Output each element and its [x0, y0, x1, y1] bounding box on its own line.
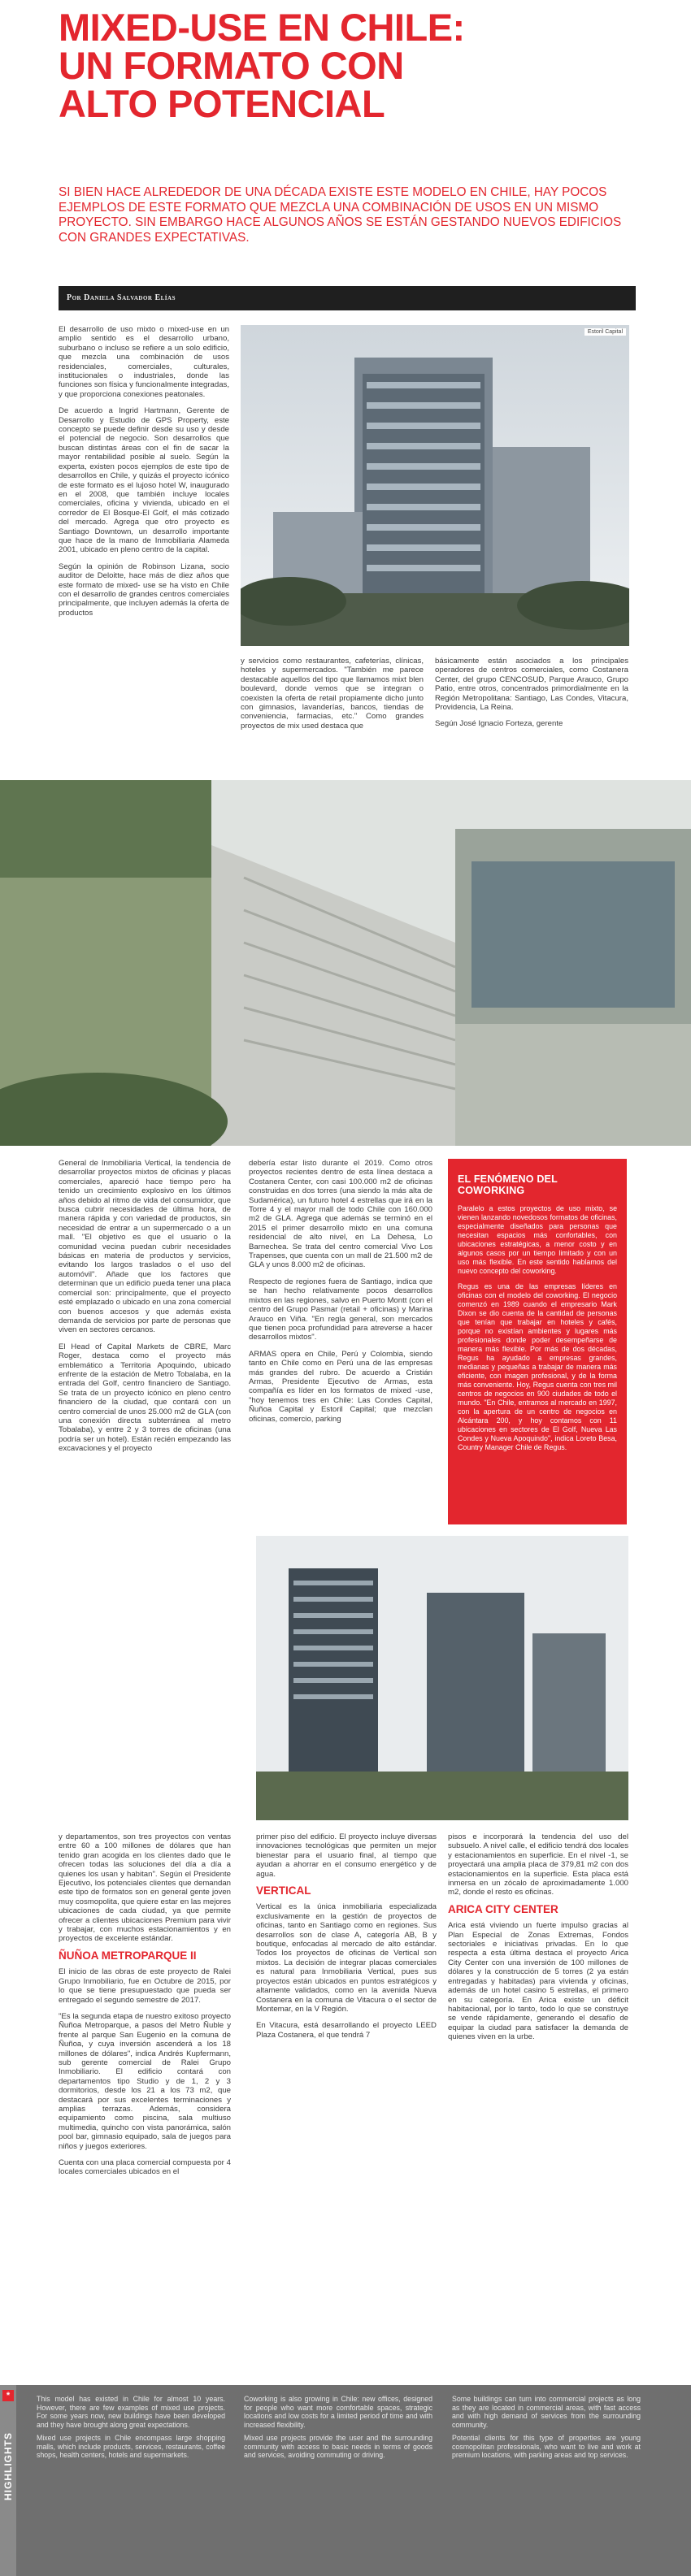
highlights-paragraph: Mixed use projects in Chile encompass large shopping malls, which include products, services, restaurants, coffee shops, health centers, hotels and supermarkets.: [37, 2434, 225, 2459]
paragraph: General de Inmobiliaria Vertical, la tendencia de desarrollar proyectos mixtos de oficinas y placas comerciales, apareció hace tiempo pero ha tenido un crecimiento explosivo en los últimos años debido al ritmo de vida del consumidor, que busca cubrir necesidades de última hora, de manera rápida y con variedad de productos, sin necesidad de entrar a un supermercado o a un mall. "El objetivo es que el usuario o la comunidad vecina puedan cubrir necesidades básicas en materia de productos y servicios, evitando los largos traslados o el uso del automóvil". Añade que los factores que determinan que un edificio pueda tener una placa comercial son: principalmente, que el proyecto esté emplazado o ubicado en una zona comercial con buenos accesos y que además exista demanda de servicios por parte de personas que viven en sectores cercanos.: [59, 1159, 231, 1335]
paragraph: El Head of Capital Markets de CBRE, Marc Roger, destaca como el proyecto más emblemático a Territoria Apoquindo, ubicado enfrente de la estación de Metro Tobalaba, en la entrada del Golf, centro financiero de Santiago. Se trata de un proyecto icónico en pleno centro financiero de la ciudad, que contará con un centro comercial de unos 25.000 m2 de GLA (con una conexión directa subterránea al metro Tobalaba), y entre 2 y 3 torres de oficinas (una podría ser un hotel). Están recién empezando las excavaciones y el proyecto: [59, 1342, 231, 1454]
highlights-column-1: [37, 2395, 225, 2465]
body-column-1: [59, 325, 229, 625]
paragraph: Según la opinión de Robinson Lizana, socio auditor de Deloitte, hace más de diez años que este formato de mixed- use se ha visto en Chile con el desarrollo de grandes centros comerciales principalmente, que incluyen además la oferta de productos: [59, 562, 229, 618]
highlights-paragraph: Mixed use projects provide the user and the surrounding community with access to basic needs in terms of goods and services, avoiding commuting or driving.: [244, 2434, 432, 2459]
asterisk-icon: *: [2, 2390, 14, 2401]
paragraph: Según José Ignacio Forteza, gerente: [435, 719, 563, 729]
section-heading-vertical: VERTICAL: [256, 1884, 311, 1897]
towers-render-image: [256, 1536, 628, 1820]
paragraph: y servicios como restaurantes, cafeterías, clínicas, hoteles y supermercados. "También me parece destacable aquellos del tipo que llamamos mixt blen boulevard, donde vemos que se integran o coexisten la oferta de retail propiamente dicho junto con gimnasios, lavanderías, bancos, tiendas de conveniencia, farmacias, etc." Como grandes proyectos de mix used destaca que: [241, 657, 424, 731]
paragraph: De acuerdo a Ingrid Hartmann, Gerente de Desarrollo y Estudio de GPS Property, este concepto se puede definir desde su uso y desde el potencial de negocio. Son desarrollos que buscan distintas áreas con el fin de sacar la mayor rentabilidad posible al suelo. Según la experta, existen pocos ejemplos de este tipo de desarrollos en Chile, y quizás el proyecto icónico de este formato es el lujoso hotel W, inaugurado en el 2008, que también incluye locales comerciales, oficina y vivienda, ubicado en el corredor de El Bosque-El Golf, el más cotizado del mercado. Agrega que otro proyecto es Santiago Downtown, un desarrollo importante que hace de la mano de Inmobiliaria Alameda 2001, ubicado en pleno centro de la capital.: [59, 406, 229, 555]
paragraph: "Es la segunda etapa de nuestro exitoso proyecto Ñuñoa Metroparque, a pasos del Metro Ñuble y frente al parque San Eugenio en la comuna de Ñuñoa, y cuya inversión ascenderá a los 18 millones de dólares", indica Andrés Kupfermann, sub gerente comercial de Ralei Grupo Inmobiliario. El edificio contará con departamentos tipo Studio y de 1, 2 y 3 dormitorios, desde los 21 a los 73 m2, que destacará por sus excelentes terminaciones y amplias terrazas. Además, considera equipamiento como piscina, sala multiuso multimedia, quincho con vista panorámica, salón pool bar, gimnasio equipado, sala de juegos para niños y juegos exteriores.: [59, 2011, 231, 2151]
highlights-paragraph: This model has existed in Chile for almost 10 years. However, there are few examples of mixed use projects. For some years now, new buildings have been developed and they have brought along great expectations.: [37, 2395, 225, 2429]
paragraph: y departamentos, son tres proyectos con ventas entre 60 a 100 millones de dólares que han tenido gran acogida en los clientes dado que le ofrecen todas las soluciones del día a día a quienes los usan y habitan". Según el Presidente Ejecutivo, los potenciales clientes que demandan este tipo de formatos son en general gente joven muy cosmopolita, que quiere estar en las mejores ubicaciones de cada ciudad, ya que permite ofrecer a clientes ubicaciones Premium para vivir y trabajar, con muchos estacionamientos y en proyectos de excelente estándar.: [59, 1832, 231, 1944]
highlights-paragraph: Coworking is also growing in Chile: new offices, designed for people who want more comfortable spaces, strategic locations and low costs for a limited period of time and with increased flexibility.: [244, 2395, 432, 2429]
photo-credit: Estoril Capital: [585, 328, 626, 336]
paragraph: básicamente están asociados a los principales operadores de centros comerciales, como Costanera Center, del grupo CENCOSUD, Parque Arauco, Grupo Patio, entre otros, concentrados primordialmente en la Región Metropolitana: Santiago, Las Condes, Vitacura, Providencia, La Reina.: [435, 657, 628, 713]
paragraph: Vertical es la única inmobiliaria especializada exclusivamente en la gestión de proyectos de oficinas, tanto en Santiago como en regiones. Sus desarrollos son de clase A, categoría AB, B y boutique, enfocadas al mercado de alto estándar. Todos los proyectos de oficinas de Vertical son mixtos. La decisión de integrar placas comerciales es natural para Inmobiliaria Vertical, pues sus proyectos están ubicados en puntos estratégicos y altamente validados, como en la avenida Nueva Costanera en la comuna de Vitacura o el sector de Montemar, en la V Región.: [256, 1902, 437, 2014]
section-heading-nunoa: ÑUÑOA METROPARQUE II: [59, 1949, 197, 1962]
plaza-render-image: [0, 780, 691, 1146]
highlights-column-2: [244, 2395, 432, 2465]
sidebar-title: EL FENÓMENO DEL COWORKING: [458, 1173, 558, 1196]
building-photo: [241, 325, 629, 646]
section-heading-arica: ARICA CITY CENTER: [448, 1902, 558, 1915]
paragraph: Respecto de regiones fuera de Santiago, indica que se han hecho relativamente pocos desarrollos mixtos en las regiones, salvo en Puerto Montt (con el centro del Grupo Pasmar (retail + oficinas) y Marina Arauco en Viña. "En regla general, son mercados que tienen poca profundidad para atreverse a hacer desarrollos mixtos".: [249, 1277, 432, 1342]
highlights-tab: [0, 2385, 16, 2576]
paragraph: En Vitacura, está desarrollando el proyecto LEED Plaza Costanera, el que tendrá 7: [256, 2021, 437, 2040]
body-column-8: [448, 1832, 628, 2049]
sidebar-paragraph: Paralelo a estos proyectos de uso mixto, se vienen lanzando novedosos formatos de oficinas, especialmente diseñados para personas que necesitan espacios más confortables, con ubicaciones estratégicas, a menor costo y en algunos casos por un tiempo limitado y con un uso más flexible. En este sentido hablamos del nuevo concepto del coworking.: [458, 1204, 617, 1275]
coworking-sidebar: [448, 1159, 627, 1524]
building-render-image: [241, 325, 629, 646]
paragraph: El inicio de las obras de este proyecto de Ralei Grupo Inmobiliario, fue en Octubre de 2015, por lo que se tiene presupuestado que pueda ser entregado el segundo semestre de 2017.: [59, 1967, 231, 2005]
title-line-3: ALTO POTENCIAL: [59, 82, 385, 125]
byline: Por Daniela Salvador Elías: [59, 286, 636, 310]
body-column-3: [435, 657, 628, 736]
body-column-7: [256, 1832, 437, 2047]
title-line-2: UN FORMATO CON: [59, 44, 404, 87]
highlights-label: HIGHLIGHTS: [2, 2432, 14, 2500]
highlights-column-3: [452, 2395, 641, 2465]
paragraph: debería estar listo durante el 2019. Como otros proyectos recientes dentro de esta línea destaca a Costanera Center, con casi 100.000 m2 de oficinas construidas en dos torres (una siendo la más alta de Sudamérica), un futuro hotel 4 estrellas que irá en la Torre 4 y el mayor mall de todo Chile con 160.000 m2 de GLA. Agrega que además se terminó en el 2015 el primer desarrollo mixto en una comuna residencial de alto nivel, en La Dehesa, Lo Barnechea. Se trata del centro comercial Vivo Los Trapenses, que cuenta con un mall de 21.500 m2 de GLA y unos 8.000 m2 de oficinas.: [249, 1159, 432, 1270]
towers-photo: [256, 1536, 628, 1820]
article-lead: SI BIEN HACE ALREDEDOR DE UNA DÉCADA EXISTE ESTE MODELO EN CHILE, HAY POCOS EJEMPLOS DE ESTE FORMATO QUE MEZCLA UNA COMBINACIÓN DE USOS EN UN MISMO PROYECTO. SIN EMBARGO HACE ALGUNOS AÑOS SE ESTÁN GESTANDO NUEVOS EDIFICIOS CON GRANDES EXPECTATIVAS.: [59, 185, 622, 245]
body-column-4: [59, 1159, 231, 1461]
body-column-2: [241, 657, 424, 738]
article-title: [59, 8, 628, 123]
paragraph: ARMAS opera en Chile, Perú y Colombia, siendo tanto en Chile como en Perú una de las empresas más grandes del rubro. De acuerdo a Cristián Armas, Presidente Ejecutivo de Armas, esta compañía es líder en los formatos de mixed -use, "hoy tenemos tres en Chile: Las Condes Capital, Ñuñoa Capital y Estoril Capital; que mezclan oficinas, comercio, parking: [249, 1349, 432, 1424]
body-column-5: [249, 1159, 432, 1431]
sidebar-paragraph: Regus es una de las empresas líderes en oficinas con el modelo del coworking. El negocio comenzó en 1989 cuando el empresario Mark Dixon se dio cuenta de la cantidad de personas que tenían que trabajar en hoteles y cafés, porque no existían ambientes y lugares más profesionales donde poder desempeñarse de manera más flexible. Por más de dos décadas, Regus ha ayudado a empresas grandes, medianas y pequeñas a trabajar de manera más eficiente, con imagen profesional, y de la forma más conveniente. Hoy, Regus cuenta con tres mil centros de negocios en 900 ciudades de todo el mundo. "En Chile, entramos al mercado en 1997, con la apertura de un centro de negocios en Alcántara 200, y hoy contamos con 11 ubicaciones en sectores de El Golf, Nueva Las Condes y Nueva Apoquindo", indica Loreto Besa, Country Manager Chile de Regus.: [458, 1282, 617, 1451]
paragraph: primer piso del edificio. El proyecto incluye diversas innovaciones tecnológicas que permiten un mejor bienestar para el usuario final, al tiempo que ayudan a ahorrar en el consumo energético y de agua.: [256, 1832, 437, 1879]
paragraph: El desarrollo de uso mixto o mixed-use en un amplio sentido es el desarrollo urbano, suburbano o incluso se refiere a un solo edificio, que mezcla una combinación de usos residenciales, comerciales, culturales, institucionales o industriales, donde las funciones son física y funcionalmente integradas, y que proporciona conexiones peatonales.: [59, 325, 229, 399]
paragraph: Arica está viviendo un fuerte impulso gracias al Plan Especial de Zonas Extremas, Fondos sectoriales e iniciativas privadas. En lo que respecta a esta última destaca el proyecto Arica City Center con una inversión de 100 millones de dólares y la construcción de 5 torres (2 ya están entregadas y habitadas) para vivienda y oficinas, además de un hotel casino 5 estrellas, el primero en su categoría. En Arica existe un déficit habitacional, por lo tanto, todo lo que se construye se vende rápidamente, generando el desafío de equipar la ciudad para satisfacer la demanda de quienes viven en la urbe.: [448, 1921, 628, 2042]
highlights-paragraph: Potential clients for this type of properties are young cosmopolitan professionals, who want to live and work at premium locations, with parking areas and top services.: [452, 2434, 641, 2459]
highlights-paragraph: Some buildings can turn into commercial projects as long as they are located in commercial areas, with fast access and with high demand of services from the surrounding community.: [452, 2395, 641, 2429]
highlights-box: [0, 2385, 691, 2576]
body-column-6: [59, 1832, 231, 2184]
paragraph: Cuenta con una placa comercial compuesta por 4 locales comerciales ubicados en el: [59, 2158, 231, 2177]
title-line-1: MIXED-USE EN CHILE:: [59, 6, 465, 49]
plaza-photo: [0, 780, 691, 1146]
paragraph: pisos e incorporará la tendencia del uso del subsuelo. A nivel calle, el edificio tendrá dos locales y estacionamientos en superficie. En el nivel -1, se proyectará una amplia placa de 379,81 m2 con dos estacionamientos en la superficie. Esta placa está inmersa en un zócalo de aproximadamente 1.000 m2, donde el resto es oficinas.: [448, 1832, 628, 1897]
